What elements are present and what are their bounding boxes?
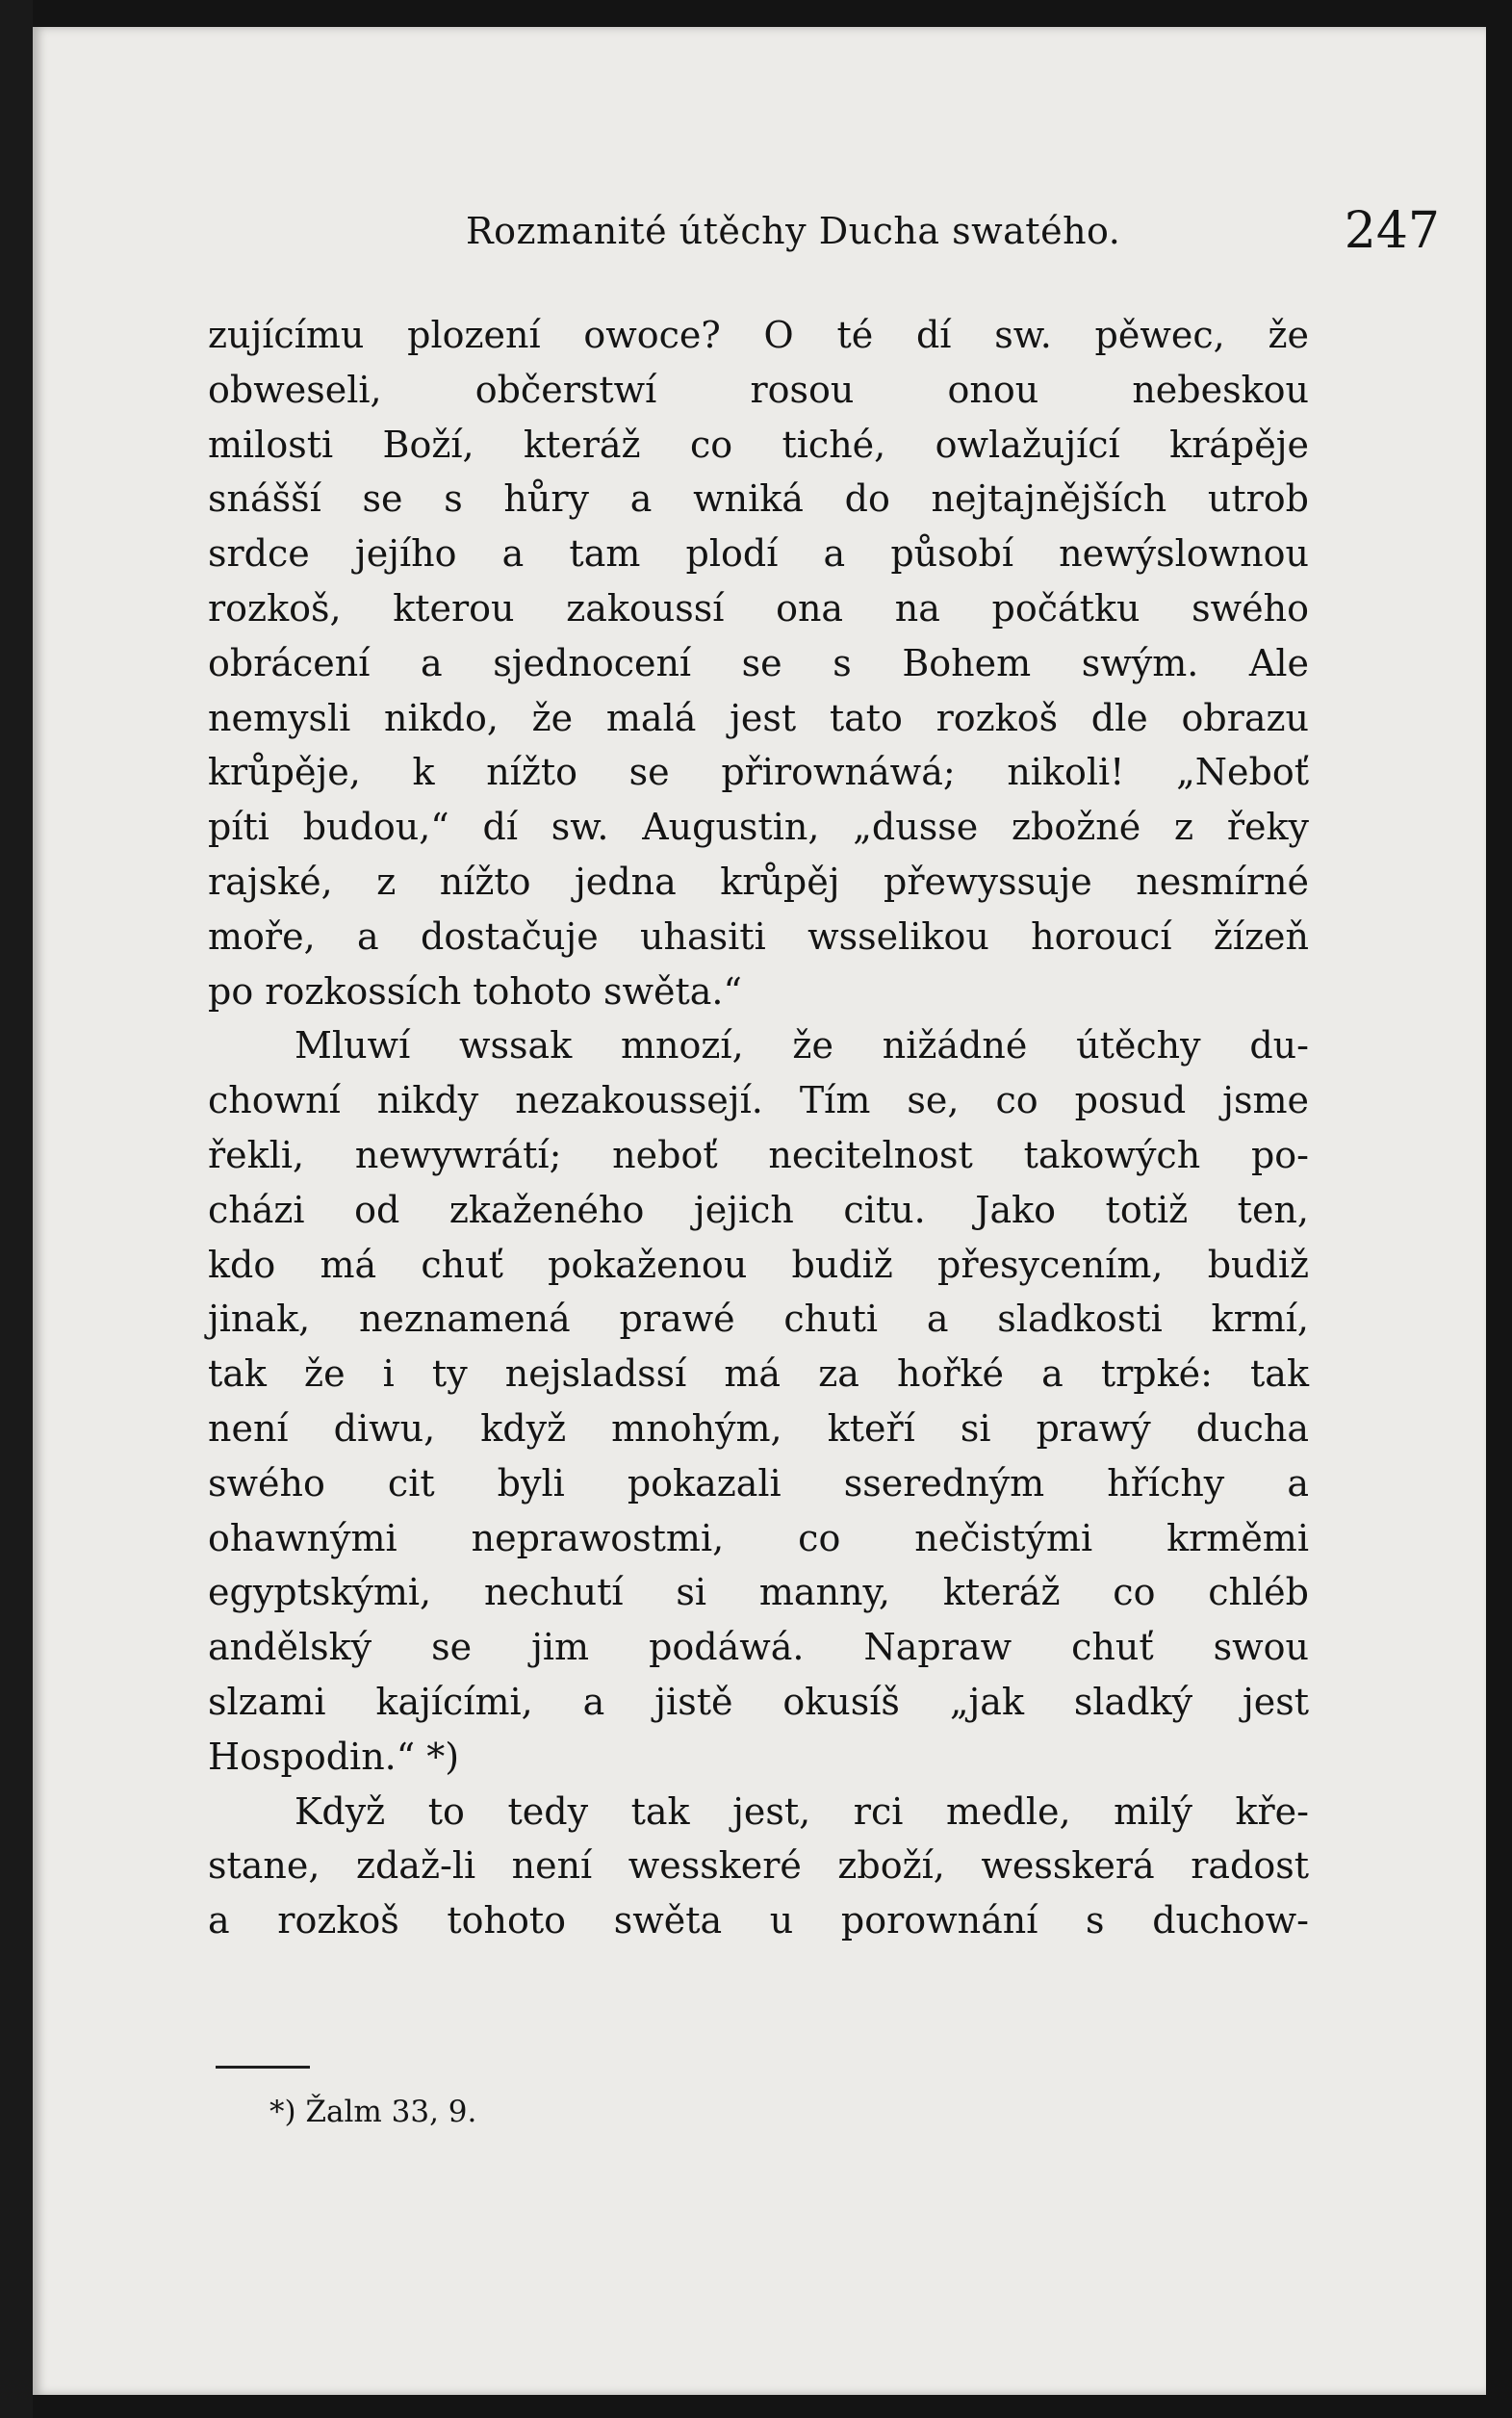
- text-line: swého cit byli pokazali sseredným hříchy a: [208, 1461, 1309, 1505]
- text-line: řekli, newywrátí; neboť necitelnost takowých po-: [208, 1133, 1309, 1176]
- text-line: kdo má chuť pokaženou budiž přesycením, budiž: [208, 1243, 1309, 1286]
- text-line: po rozkossích tohoto swěta.“: [208, 969, 742, 1013]
- text-line: jinak, neznamená prawé chuti a sladkosti krmí,: [208, 1298, 1309, 1341]
- footnote: *) Žalm 33, 9.: [269, 2095, 477, 2129]
- footnote-divider: [216, 2066, 310, 2069]
- text-line: moře, a dostačuje uhasiti wsselikou horoucí žízeň: [208, 914, 1309, 958]
- text-line: a rozkoš tohoto swěta u porownání s duchow-: [208, 1899, 1309, 1942]
- text-line: obweseli, občerstwí rosou onou nebeskou: [208, 368, 1309, 411]
- text-line: obrácení a sjednocení se s Bohem swým. Ale: [208, 641, 1309, 684]
- text-line: zujícímu plození owoce? O té dí sw. pěwec, že: [208, 314, 1309, 356]
- text-line: není diwu, když mnohým, kteří si prawý ducha: [208, 1406, 1309, 1450]
- text-line: slzami kajícími, a jistě okusíš „jak sladký jest: [208, 1680, 1309, 1723]
- text-line: srdce jejího a tam plodí a působí newýslownou: [208, 532, 1309, 576]
- book-binding-edge: [0, 0, 33, 2418]
- text-line: egyptskými, nechutí si manny, kteráž co chléb: [208, 1571, 1309, 1614]
- text-line: rozkoš, kterou zakoussí ona na počátku swého: [208, 586, 1309, 630]
- text-line: nemysli nikdo, že malá jest tato rozkoš dle obrazu: [208, 696, 1309, 739]
- running-header: [466, 202, 1440, 270]
- text-line: andělský se jim podáwá. Napraw chuť swou: [208, 1626, 1309, 1669]
- text-line: chowní nikdy nezakoussejí. Tím se, co posud jsme: [208, 1079, 1309, 1122]
- text-line: cházi od zkaženého jejich citu. Jako totiž ten,: [208, 1188, 1309, 1231]
- text-line: Když to tedy tak jest, rci medle, milý kře-: [295, 1789, 1309, 1833]
- text-line: Mluwí wssak mnozí, že nižádné útěchy du-: [295, 1024, 1309, 1068]
- text-line: tak že i ty nejsladssí má za hořké a trpké: tak: [208, 1352, 1309, 1396]
- text-line: rajské, z nížto jedna krůpěj přewyssuje nesmírné: [208, 860, 1309, 903]
- text-line: stane, zdaž-li není wesskeré zboží, wesskerá radost: [208, 1844, 1309, 1888]
- body-text: [208, 308, 1309, 1948]
- page-number: 247: [1344, 202, 1440, 260]
- text-line: snášší se s hůry a wniká do nejtajnějších utrob: [208, 477, 1309, 521]
- text-line: krůpěje, k nížto se přirownáwá; nikoli! „Neboť: [208, 751, 1309, 794]
- text-line: Hospodin.“ *): [208, 1735, 460, 1778]
- running-title: Rozmanité útěchy Ducha swatého.: [466, 210, 1121, 252]
- text-line: milosti Boží, kteráž co tiché, owlažující krápěje: [208, 423, 1309, 466]
- book-page: [33, 27, 1486, 2395]
- text-line: píti budou,“ dí sw. Augustin, „dusse zbožné z řeky: [208, 806, 1309, 849]
- text-line: ohawnými neprawostmi, co nečistými krměmi: [208, 1516, 1309, 1559]
